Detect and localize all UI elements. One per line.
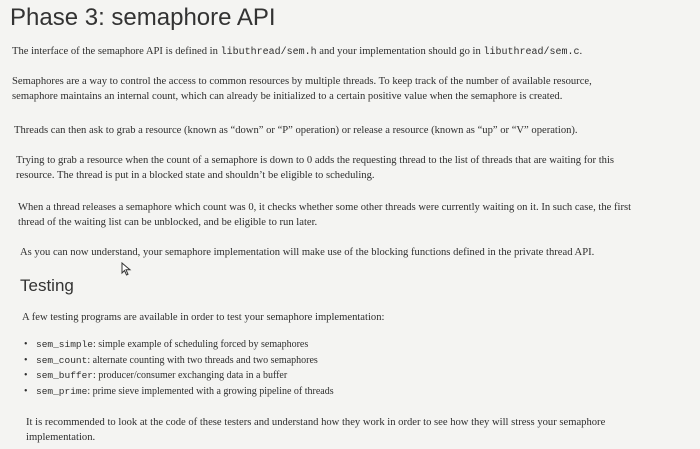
testing-outro [26, 415, 605, 445]
paragraph-line: As you can now understand, your semaphore implementation will make use of the blocking functions defined in the private thread API. [20, 247, 595, 258]
tester-name: sem_prime [36, 385, 88, 397]
paragraph-line: It is recommended to look at the code of these testers and understand how they work in order to see how they will stress your semaphore [26, 417, 606, 428]
paragraph-line: When a thread releases a semaphore which count was 0, it checks whether some other threads were currently waiting on it. In such case, the first [18, 202, 632, 213]
intro-text-2: and your implementation should go in [316, 46, 484, 57]
paragraph-grab-resource [16, 153, 614, 183]
tester-description: : prime sieve implemented with a growing pipeline of threads [87, 385, 334, 397]
list-item [24, 384, 334, 400]
paragraph-line: Threads can then ask to grab a resource (known as “down” or “P” operation) or release a resource (known as “up” or “V” operation). [14, 125, 578, 136]
testing-intro [22, 310, 384, 325]
tester-description: : simple example of scheduling forced by semaphores [93, 339, 309, 350]
paragraph-blocking-api [20, 245, 594, 260]
intro-text-3: . [579, 46, 583, 57]
testing-intro-text: A few testing programs are available in order to test your semaphore implementation: [22, 312, 385, 323]
paragraph-release [18, 200, 631, 230]
source-file-path: libuthread/sem.c [483, 47, 580, 58]
tester-description: : producer/consumer exchanging data in a buffer [93, 370, 288, 381]
bullet-icon: • [24, 339, 28, 350]
paragraph-threads [14, 123, 578, 138]
list-item [24, 368, 334, 384]
paragraph-line: thread of the waiting list can be unblocked, and be eligible to run later. [18, 217, 318, 228]
paragraph-line: Semaphores are a way to control the access to common resources by multiple threads. To keep track of the number of available resource, [12, 76, 592, 87]
tester-name: sem_buffer [36, 370, 94, 381]
testing-heading: Testing [20, 276, 74, 295]
list-item [24, 353, 334, 369]
paragraph-line: resource. The thread is put in a blocked state and shouldn’t be eligible to scheduling. [16, 170, 375, 181]
paragraph-semaphores [12, 74, 592, 104]
tester-name: sem_count [36, 354, 88, 366]
intro-text-1: The interface of the semaphore API is defined in [12, 46, 221, 57]
tester-list [24, 337, 334, 399]
tester-name: sem_simple [36, 339, 94, 350]
bullet-icon: • [24, 370, 28, 381]
tester-description: : alternate counting with two threads and two semaphores [87, 354, 318, 366]
bullet-icon: • [24, 385, 28, 397]
paragraph-line: Trying to grab a resource when the count of a semaphore is down to 0 adds the requesting thread to the list of threads that are waiting for this [16, 155, 615, 166]
mouse-pointer-icon [121, 262, 132, 276]
header-file-path: libuthread/sem.h [220, 47, 317, 58]
page-title: Phase 3: semaphore API [10, 4, 276, 31]
intro-paragraph [12, 44, 582, 60]
paragraph-line: semaphore maintains an internal count, which can already be initialized to a certain positive value when the semaphore is created. [12, 91, 563, 102]
bullet-icon: • [24, 354, 28, 366]
list-item [24, 337, 334, 353]
paragraph-line: implementation. [26, 432, 96, 443]
